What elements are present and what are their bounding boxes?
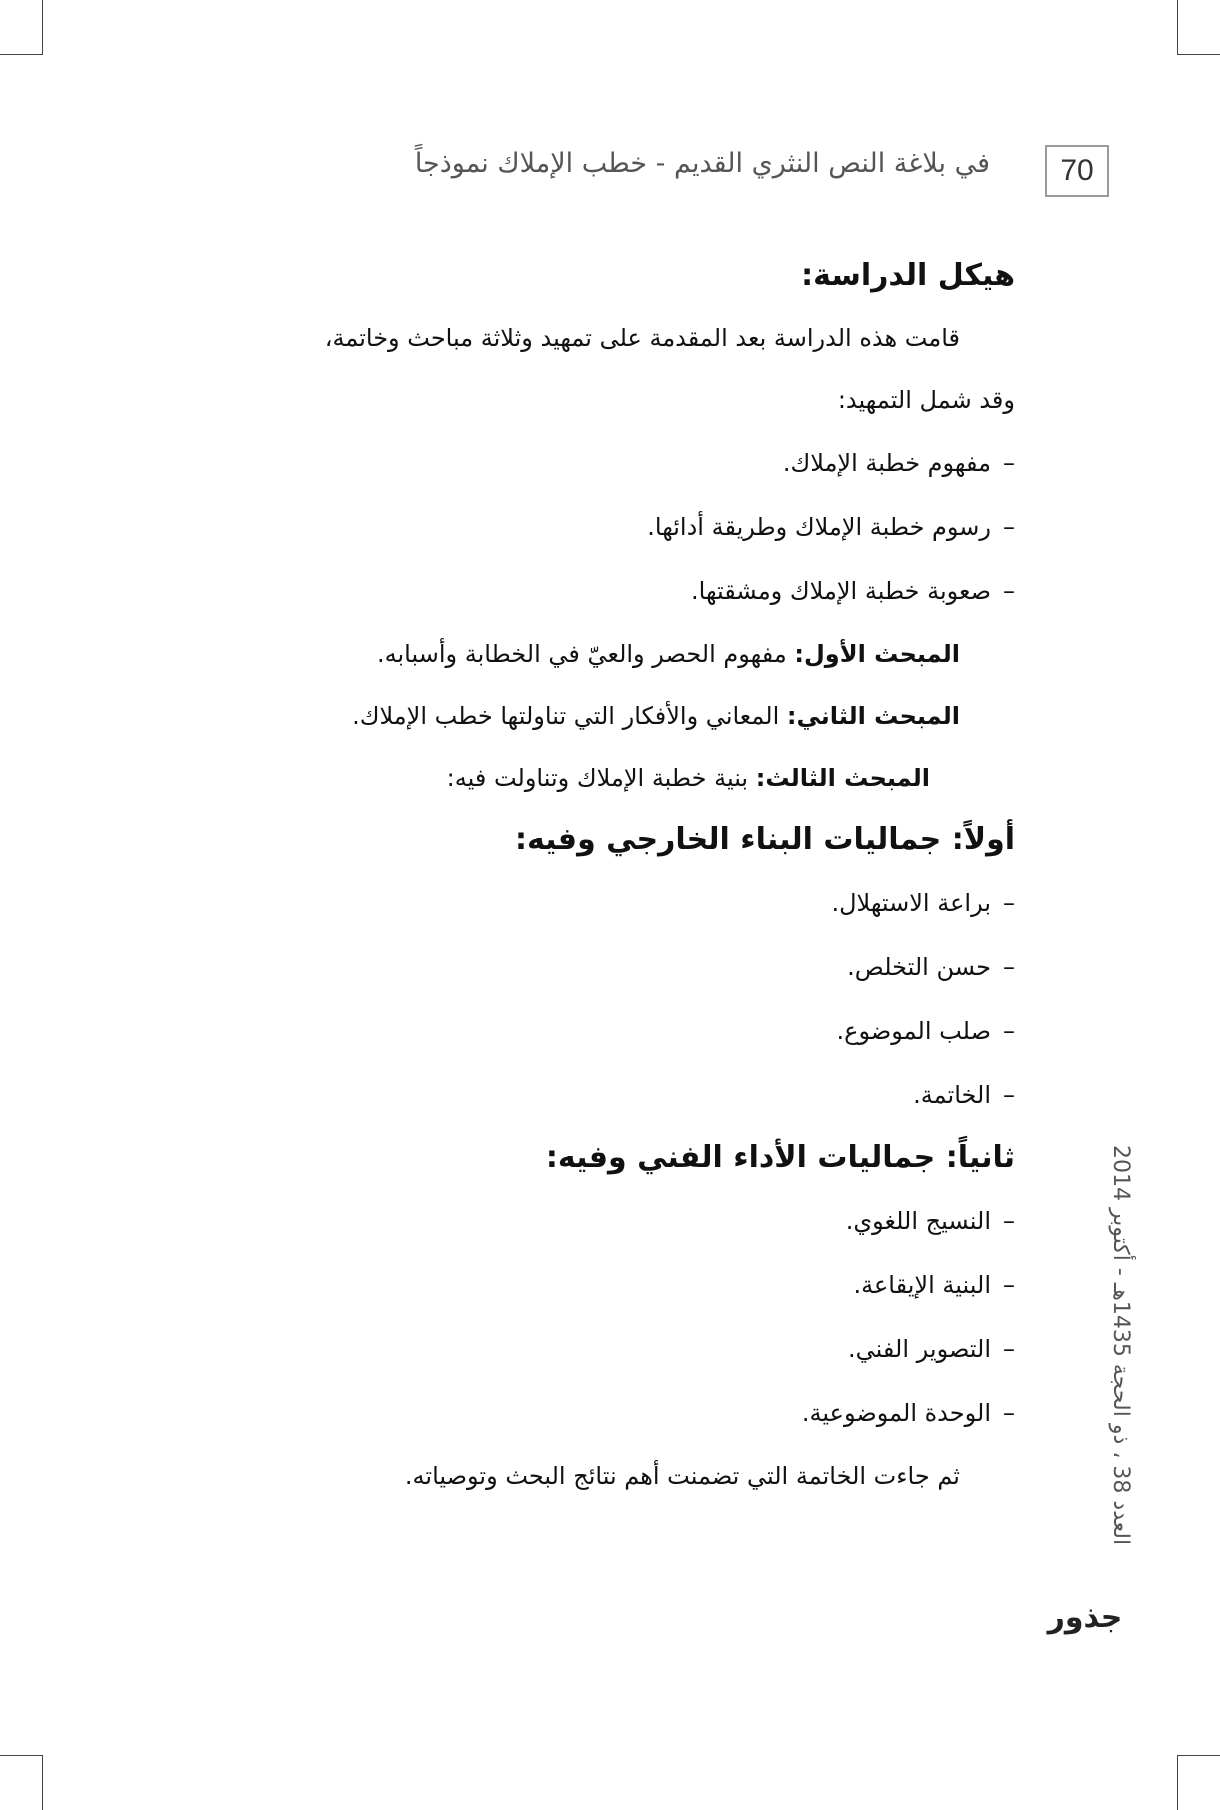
list-item xyxy=(190,935,1015,999)
crop-mark xyxy=(42,0,43,55)
crop-mark xyxy=(1177,0,1178,55)
topic-label: المبحث الثاني: xyxy=(786,702,960,730)
topic-label: المبحث الثالث: xyxy=(755,764,930,792)
list-item xyxy=(190,999,1015,1063)
list-item-text: الخاتمة. xyxy=(913,1081,991,1109)
subsection-heading: أولاً: جماليات البناء الخارجي وفيه: xyxy=(514,822,1015,857)
list-item xyxy=(190,1317,1015,1381)
dash: – xyxy=(1003,1017,1015,1045)
page-body xyxy=(190,245,1015,1507)
intro-paragraph: وقد شمل التمهيد: xyxy=(837,386,1015,414)
list-item xyxy=(190,495,1015,559)
list-item-text: صعوبة خطبة الإملاك ومشقتها. xyxy=(691,577,991,605)
dash: – xyxy=(1003,577,1015,605)
list-item-text: الوحدة الموضوعية. xyxy=(801,1399,991,1427)
list-item-text: صلب الموضوع. xyxy=(836,1017,991,1045)
crop-mark xyxy=(1178,1755,1220,1756)
list-item-text: براعة الاستهلال. xyxy=(831,889,991,917)
list-item xyxy=(190,431,1015,495)
list-item xyxy=(190,1253,1015,1317)
running-title: في بلاغة النص النثري القديم - خطب الإملاك نموذجاً xyxy=(414,148,990,179)
list-item xyxy=(190,559,1015,623)
list-item-text: البنية الإيقاعة. xyxy=(853,1271,991,1299)
subsection-heading: ثانياً: جماليات الأداء الفني وفيه: xyxy=(545,1140,1015,1175)
crop-mark xyxy=(42,1755,43,1810)
list-item xyxy=(190,871,1015,935)
list-item-text: رسوم خطبة الإملاك وطريقة أدائها. xyxy=(647,513,991,541)
issue-info: العدد 38 ، ذو الحجة 1435هـ - أكتوبر 2014 xyxy=(1108,1145,1133,1546)
section-heading: هيكل الدراسة: xyxy=(801,258,1015,293)
dash: – xyxy=(1003,953,1015,981)
topic-label: المبحث الأول: xyxy=(794,640,960,668)
dash: – xyxy=(1003,889,1015,917)
dash: – xyxy=(1003,1399,1015,1427)
dash: – xyxy=(1003,1335,1015,1363)
intro-paragraph: قامت هذه الدراسة بعد المقدمة على تمهيد وثلاثة مباحث وخاتمة، xyxy=(324,324,960,352)
crop-mark xyxy=(0,54,42,55)
conclusion-paragraph: ثم جاءت الخاتمة التي تضمنت أهم نتائج البحث وتوصياته. xyxy=(404,1462,960,1490)
dash: – xyxy=(1003,513,1015,541)
list-item-text: مفهوم خطبة الإملاك. xyxy=(782,449,991,477)
dash: – xyxy=(1003,1207,1015,1235)
journal-logo: جذور xyxy=(1047,1600,1123,1635)
topic-line xyxy=(190,685,1015,747)
page-number: 70 xyxy=(1045,145,1109,197)
list-item xyxy=(190,1381,1015,1445)
list-item xyxy=(190,1063,1015,1127)
crop-mark xyxy=(0,1755,42,1756)
dash: – xyxy=(1003,449,1015,477)
topic-line xyxy=(190,623,1015,685)
list-item xyxy=(190,1189,1015,1253)
crop-mark xyxy=(1177,1755,1178,1810)
list-item-text: التصوير الفني. xyxy=(848,1335,991,1363)
topic-text: المعاني والأفكار التي تناولتها خطب الإملاك. xyxy=(352,702,787,730)
dash: – xyxy=(1003,1271,1015,1299)
crop-mark xyxy=(1178,54,1220,55)
dash: – xyxy=(1003,1081,1015,1109)
topic-line xyxy=(190,747,1015,809)
list-item-text: حسن التخلص. xyxy=(847,953,991,981)
topic-text: مفهوم الحصر والعيّ في الخطابة وأسبابه. xyxy=(377,640,795,668)
topic-text: بنية خطبة الإملاك وتناولت فيه: xyxy=(446,764,756,792)
list-item-text: النسيج اللغوي. xyxy=(845,1207,991,1235)
